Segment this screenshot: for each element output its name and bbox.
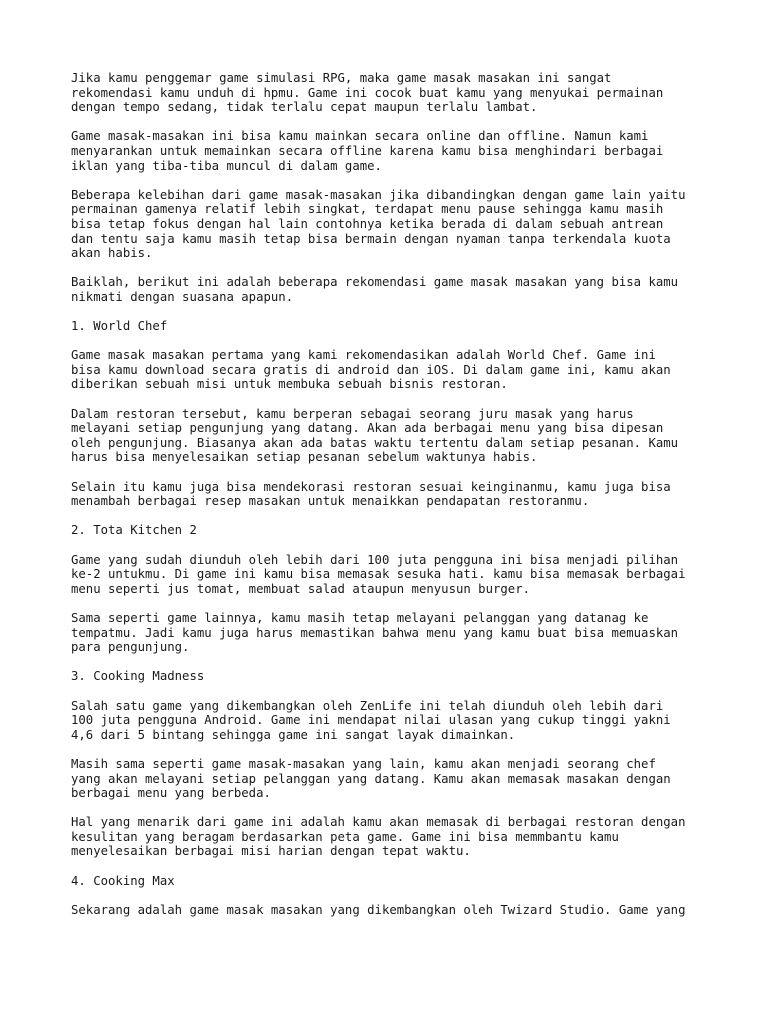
section-1-paragraph-2: Dalam restoran tersebut, kamu berperan sebagai seorang juru masak yang harus melayani setiap pengunjung yang datang. Akan ada berbagai menu yang bisa dipesan oleh pengunjung. Biasanya akan ada batas waktu tertentu dalam setiap pesanan. Kamu harus bisa menyelesaikan setiap pesanan sebelum waktunya habis. (71, 406, 679, 465)
intro-paragraph-1: Jika kamu penggemar game simulasi RPG, maka game masak masakan ini sangat rekomendasi kamu unduh di hpmu. Game ini cocok buat kamu yang menyukai permainan dengan tempo sedang, tidak terlalu cepat maupun terlalu lambat. (71, 71, 664, 115)
section-4-paragraph-1: Sekarang adalah game masak masakan yang dikembangkan oleh Twizard Studio. Game yang (71, 902, 686, 917)
document-page (71, 71, 711, 932)
section-3-paragraph-2: Masih sama seperti game masak-masakan yang lain, kamu akan menjadi seorang chef yang akan melayani setiap pelanggan yang datang. Kamu akan memasak masakan dengan berbagai menu yang berbeda. (71, 756, 671, 801)
section-3-paragraph-3: Hal yang menarik dari game ini adalah kamu akan memasak di berbagai restoran dengan kesulitan yang beragam berdasarkan peta game. Game ini bisa memmbantu kamu menyelesaikan berbagai misi harian dengan tepat waktu. (71, 815, 686, 859)
intro-paragraph-2: Game masak-masakan ini bisa kamu mainkan secara online dan offline. Namun kami menyarankan untuk memainkan secara offline karena kamu bisa menghindari berbagai iklan yang tiba-tiba muncul di dalam game. (71, 129, 664, 173)
section-1-paragraph-3: Selain itu kamu juga bisa mendekorasi restoran sesuai keinginanmu, kamu juga bisa menambah berbagai resep masakan untuk menaikkan pendapatan restoranmu. (71, 479, 671, 509)
section-1-paragraph-1: Game masak masakan pertama yang kami rekomendasikan adalah World Chef. Game ini bisa kamu download secara gratis di android dan iOS. Di dalam game ini, kamu akan diberikan sebuah misi untuk membuka sebuah bisnis restoran. (71, 348, 671, 392)
section-heading-tota-kitchen: 2. Tota Kitchen 2 (71, 523, 197, 538)
section-2-paragraph-1: Game yang sudah diunduh oleh lebih dari 100 juta pengguna ini bisa menjadi pilihan ke-2 untukmu. Di game ini kamu bisa memasak sesuka hati. kamu bisa memasak berbagai menu seperti jus tomat, membuat salad ataupun menyusun burger. (71, 552, 686, 596)
section-heading-cooking-madness: 3. Cooking Madness (71, 669, 205, 684)
intro-paragraph-4: Baiklah, berikut ini adalah beberapa rekomendasi game masak masakan yang bisa kamu nikmati dengan suasana apapun. (71, 275, 679, 304)
section-2-paragraph-2: Sama seperti game lainnya, kamu masih tetap melayani pelanggan yang datanag ke tempatmu. Jadi kamu juga harus memastikan bahwa menu yang kamu buat bisa memuaskan para pengunjung. (71, 610, 679, 655)
section-3-paragraph-1: Salah satu game yang dikembangkan oleh ZenLife ini telah diunduh oleh lebih dari 100 juta pengguna Android. Game ini mendapat nilai ulasan yang cukup tinggi yakni 4,6 dari 5 bintang sehingga game ini sangat layak dimainkan. (71, 698, 671, 742)
section-heading-cooking-max: 4. Cooking Max (71, 873, 175, 888)
intro-paragraph-3: Beberapa kelebihan dari game masak-masakan jika dibandingkan dengan game lain yaitu permainan gamenya relatif lebih singkat, terdapat menu pause sehingga kamu masih bisa tetap fokus dengan hal lain contohnya ketika berada di dalam sebuah antrean dan tentu saja kamu masih tetap bisa bermain dengan nyaman tanpa terkendala kuota akan habis. (71, 187, 686, 261)
section-heading-world-chef: 1. World Chef (71, 319, 168, 334)
